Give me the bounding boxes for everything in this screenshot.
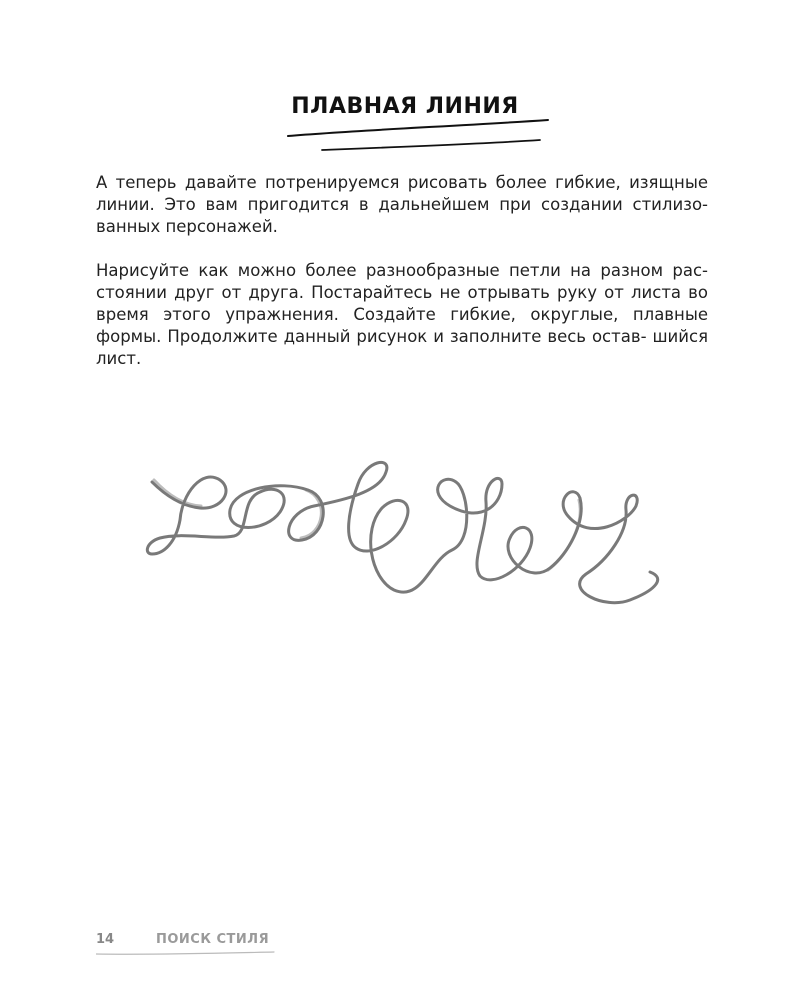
- heading-block: [240, 88, 570, 168]
- footer-rule: [96, 950, 296, 958]
- page-title: ПЛАВНАЯ ЛИНИЯ: [291, 94, 519, 119]
- title-underline: [240, 114, 570, 164]
- loop-line-drawing: [130, 450, 690, 650]
- instructions-paragraph: Нарисуйте как можно более разнообразные петли на разном рас- стоянии друг от друга. Постарайтесь не отрывать руку от листа во время этого упражнения. Создайте гибкие, округлые, плавные формы. Продолжите данный рисунок и заполните весь остав- шийся лист.: [96, 261, 708, 368]
- page-number: 14: [96, 932, 115, 947]
- intro-paragraph: А теперь давайте потренируемся рисовать более гибкие, изящные линии. Это вам пригодится в дальнейшем при создании стилизо- ванных персонажей.: [96, 173, 708, 236]
- section-name: ПОИСК СТИЛЯ: [156, 932, 270, 947]
